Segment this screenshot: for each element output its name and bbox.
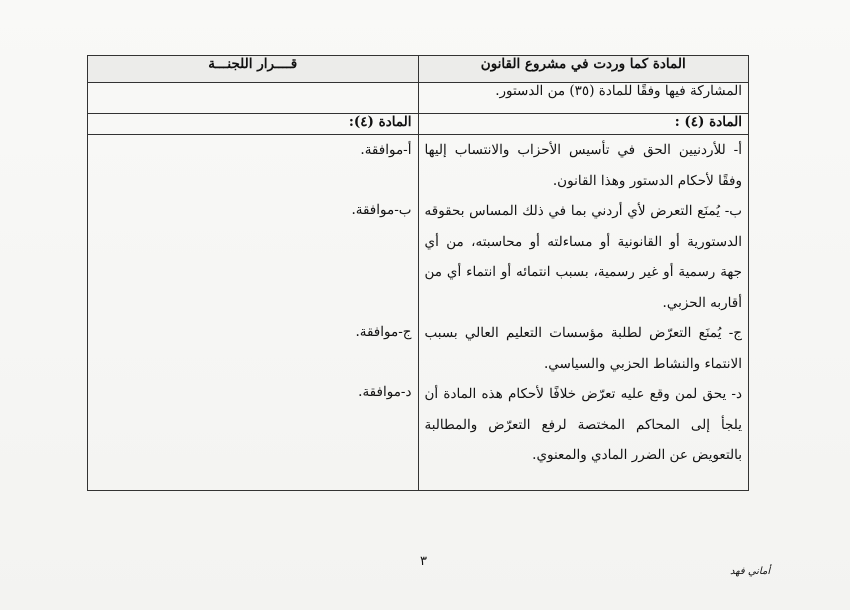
continuation-decision [88,83,419,114]
continuation-text: المشاركة فيها وفقًا للمادة (٣٥) من الدستور. [418,83,749,114]
paragraph-c: ج- يُمنَع التعرّض لطلبة مؤسسات التعليم العالي بسبب الانتماء والنشاط الحزبي والسياسي. [424,325,742,372]
paragraph-a: أ- للأردنيين الحق في تأسيس الأحزاب والانتساب إليها وفقًا لأحكام الدستور وهذا القانون. [424,142,742,189]
article-body [418,135,749,491]
article-title: المادة (٤) : [418,114,749,135]
decision-c: ج-موافقة. [355,324,412,340]
page-number: ٣ [420,554,427,569]
committee-table [87,55,749,491]
paragraph-d: د- يحق لمن وقع عليه تعرّض خلافًا لأحكام هذه المادة أن يلجأ إلى المحاكم المختصة لرفع التعرّض والمطالبة بالتعويض عن الضرر المادي والمعنوي. [424,386,742,463]
paragraph-b: ب- يُمنَع التعرض لأي أردني بما في ذلك المساس بحقوقه الدستورية أو القانونية أو مساءلته أو محاسبته، من أي جهة رسمية أو غير رسمية، بسبب انتمائه أو انتماء أي من أقاربه الحزبي. [424,203,742,311]
decision-body [88,135,419,491]
decision-d: د-موافقة. [358,384,412,400]
decision-b: ب-موافقة. [351,202,412,218]
decision-title: المادة (٤): [88,114,419,135]
decision-a: أ-موافقة. [360,142,412,158]
header-decision: قــــرار اللجنـــة [88,56,419,83]
typist-initials: أماني فهد [730,566,771,577]
header-article: المادة كما وردت في مشروع القانون [418,56,749,83]
